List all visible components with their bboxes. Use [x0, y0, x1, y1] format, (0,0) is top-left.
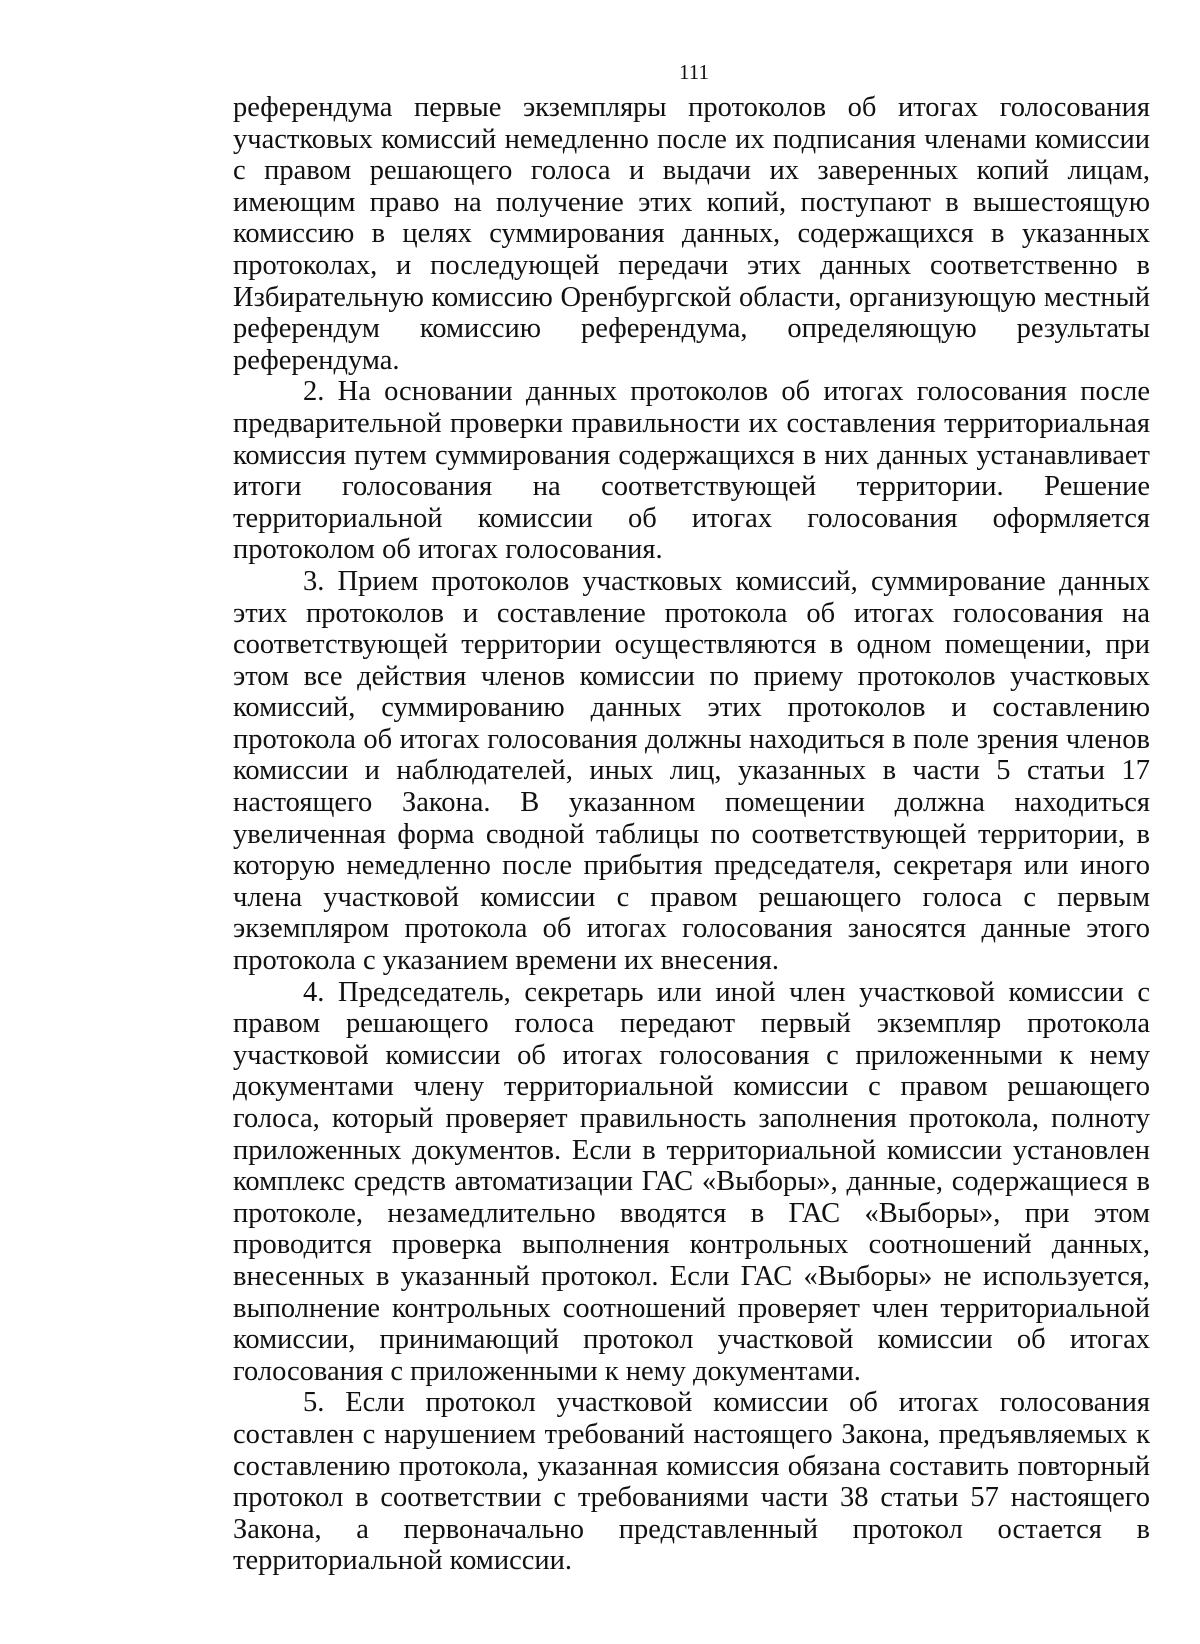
- paragraph-item-2: 2. На основании данных протоколов об итогах голосования после предварительной проверки правильности их составления территориальная комиссия путем суммирования содержащихся в них данных устанавливает итоги голосования на соответствующей территории. Решение территориальной комиссии об итогах голосования оформляется протоколом об итогах голосования.: [233, 376, 1150, 566]
- page-number: 111: [679, 60, 709, 84]
- paragraph-item-3: 3. Прием протоколов участковых комиссий, суммирование данных этих протоколов и составление протокола об итогах голосования на соответствующей территории осуществляются в одном помещении, при этом все действия членов комиссии по приему протоколов участковых комиссий, суммированию данных этих протоколов и составлению протокола об итогах голосования должны находиться в поле зрения членов комиссии и наблюдателей, иных лиц, указанных в части 5 статьи 17 настоящего Закона. В указанном помещении должна находиться увеличенная форма сводной таблицы по соответствующей территории, в которую немедленно после прибытия председателя, секретаря или иного члена участковой комиссии с правом решающего голоса с первым экземпляром протокола об итогах голосования заносятся данные этого протокола с указанием времени их внесения.: [233, 565, 1150, 977]
- document-body: [233, 92, 1150, 1577]
- paragraph-item-5: 5. Если протокол участковой комиссии об итогах голосования составлен с нарушением требований настоящего Закона, предъявляемых к составлению протокола, указанная комиссия обязана составить повторный протокол в соответствии с требованиями части 38 статьи 57 настоящего Закона, а первоначально представленный протокол остается в территориальной комиссии.: [233, 1387, 1150, 1577]
- paragraph-continuation: референдума первые экземпляры протоколов об итогах голосования участковых комиссий немедленно после их подписания членами комиссии с правом решающего голоса и выдачи их заверенных копий лицам, имеющим право на получение этих копий, поступают в вышестоящую комиссию в целях суммирования данных, содержащихся в указанных протоколах, и последующей передачи этих данных соответственно в Избирательную комиссию Оренбургской области, организующую местный референдум комиссию референдума, определяющую результаты референдума.: [233, 92, 1150, 376]
- paragraph-item-4: 4. Председатель, секретарь или иной член участковой комиссии с правом решающего голоса передают первый экземпляр протокола участковой комиссии об итогах голосования с приложенными к нему документами члену территориальной комиссии с правом решающего голоса, который проверяет правильность заполнения протокола, полноту приложенных документов. Если в территориальной комиссии установлен комплекс средств автоматизации ГАС «Выборы», данные, содержащиеся в протоколе, незамедлительно вводятся в ГАС «Выборы», при этом проводится проверка выполнения контрольных соотношений данных, внесенных в указанный протокол. Если ГАС «Выборы» не используется, выполнение контрольных соотношений проверяет член территориальной комиссии, принимающий протокол участковой комиссии об итогах голосования с приложенными к нему документами.: [233, 976, 1150, 1387]
